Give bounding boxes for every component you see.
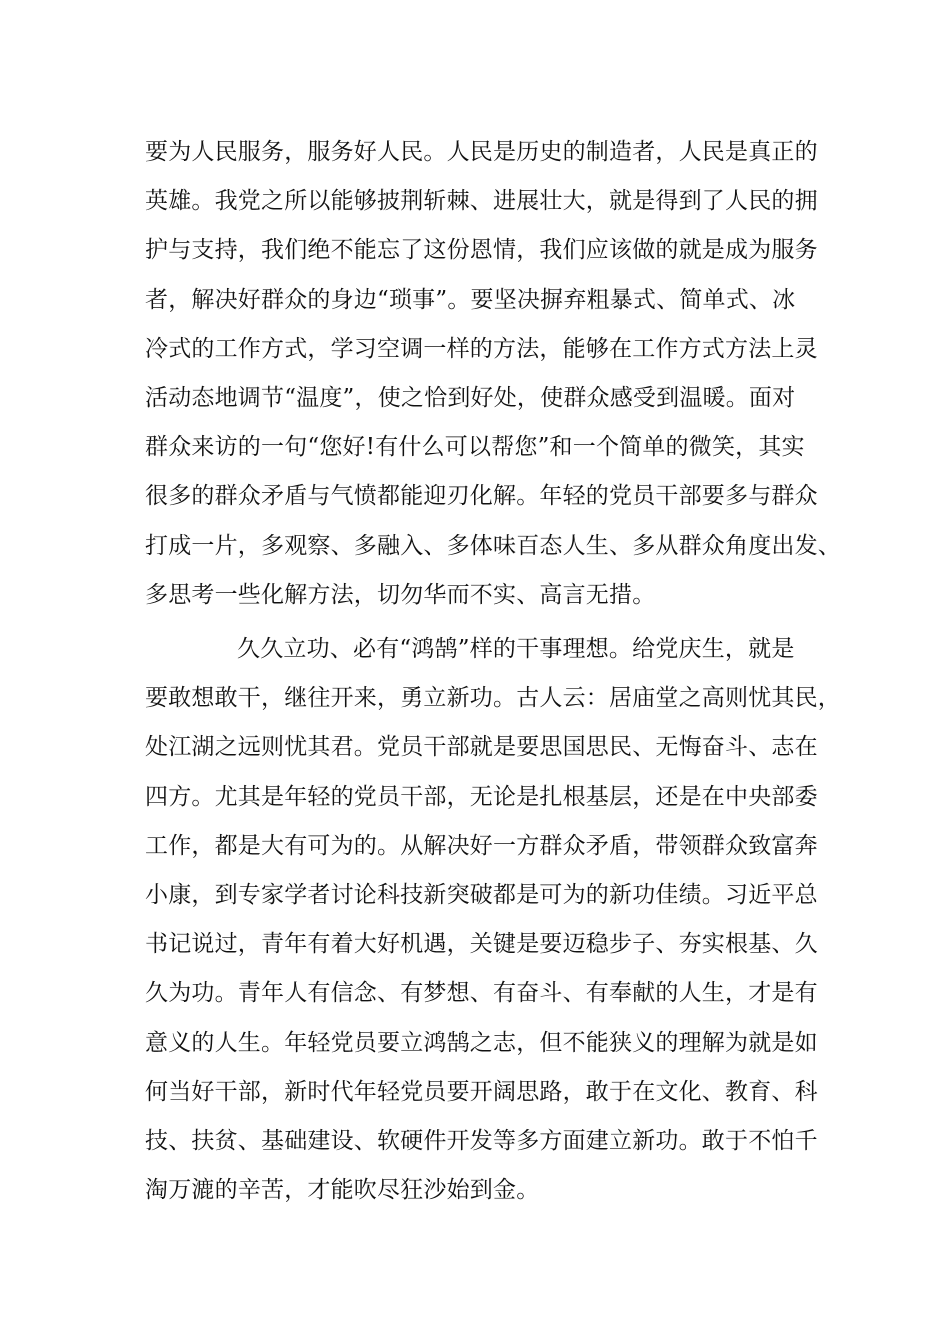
paragraph-2-line: 四方。尤其是年轻的党员干部，无论是扎根基层，还是在中央部委 [145, 783, 818, 810]
paragraph-2-line: 久久立功、必有“鸿鹄”样的干事理想。给党庆生，就是 [237, 636, 795, 662]
paragraph-2-line: 淘万漉的辛苦，才能吹尽狂沙始到金。 [145, 1177, 540, 1204]
paragraph-1 [145, 128, 841, 620]
paragraph-1-line: 要为人民服务，服务好人民。人民是历史的制造者，人民是真正的 [145, 139, 818, 165]
paragraph-2-line: 久为功。青年人有信念、有梦想、有奋斗、有奉献的人生，才是有 [145, 980, 818, 1007]
paragraph-2-line: 小康，到专家学者讨论科技新突破都是可为的新功佳绩。习近平总 [145, 881, 818, 908]
paragraph-1-line: 很多的群众矛盾与气愤都能迎刃化解。年轻的党员干部要多与群众 [145, 483, 818, 510]
paragraph-2-line: 书记说过，青年有着大好机遇，关键是要迈稳步子、夯实根基、久 [145, 931, 818, 958]
paragraph-1-line: 群众来访的一句“您好!有什么可以帮您”和一个简单的微笑，其实 [145, 434, 805, 461]
paragraph-1-line: 英雄。我党之所以能够披荆斩棘、进展壮大，就是得到了人民的拥 [145, 188, 818, 215]
paragraph-1-line: 者，解决好群众的身边“琐事”。要坚决摒弃粗暴式、简单式、冰 [145, 286, 796, 313]
paragraph-1-line: 护与支持，我们绝不能忘了这份恩情，我们应该做的就是成为服务 [145, 237, 818, 264]
paragraph-2-line: 工作，都是大有可为的。从解决好一方群众矛盾，带领群众致富奔 [145, 832, 818, 859]
paragraph-2-line: 处江湖之远则忧其君。党员干部就是要思国思民、无悔奋斗、志在 [145, 734, 818, 761]
paragraph-1-line: 冷式的工作方式，学习空调一样的方法，能够在工作方式方法上灵 [145, 335, 818, 362]
paragraph-2-line: 何当好干部，新时代年轻党员要开阔思路，敢于在文化、教育、科 [145, 1078, 818, 1105]
paragraph-1-line: 多思考一些化解方法，切勿华而不实、高言无措。 [145, 581, 656, 608]
paragraph-1-line: 活动态地调节“温度”，使之恰到好处，使群众感受到温暖。面对 [145, 384, 796, 411]
paragraph-2-line: 技、扶贫、基础建设、软硬件开发等多方面建立新功。敢于不怕千 [145, 1127, 818, 1154]
paragraph-2-line: 意义的人生。年轻党员要立鸿鹄之志，但不能狭义的理解为就是如 [145, 1029, 818, 1056]
paragraph-2-line: 要敢想敢干，继往开来，勇立新功。古人云：居庙堂之高则忧其民， [145, 685, 841, 712]
paragraph-1-line: 打成一片，多观察、多融入、多体味百态人生、多从群众角度出发、 [145, 532, 841, 559]
paragraph-2 [145, 625, 841, 1215]
